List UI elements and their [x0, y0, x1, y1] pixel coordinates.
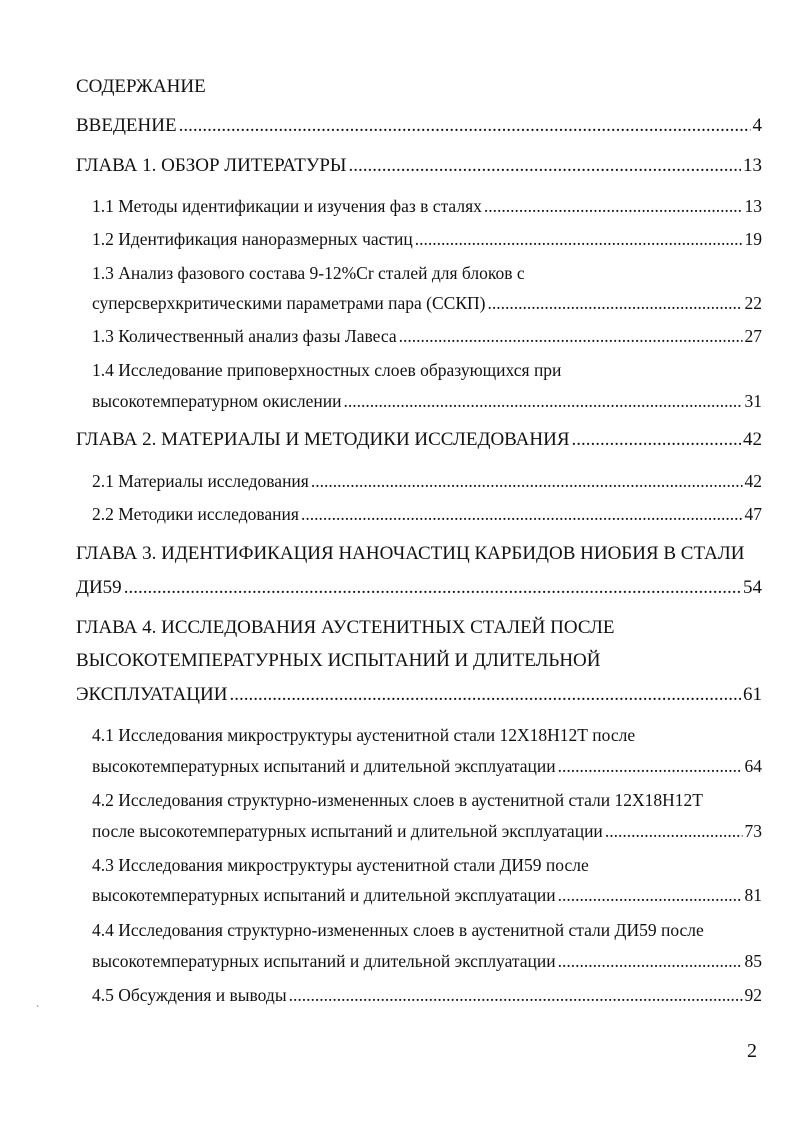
toc-entry-2-1[interactable]: 2.1 Материалы исследования ..... 42 — [92, 471, 762, 497]
toc-entry-chapter-4-line1[interactable]: ГЛАВА 4. ИССЛЕДОВАНИЯ АУСТЕНИТНЫХ СТАЛЕЙ ПОСЛЕ — [76, 617, 615, 638]
toc-entry-4-2-line1[interactable]: 4.2 Исследования структурно-измененных слоев в аустенитной стали 12Х18Н12Т — [92, 790, 703, 810]
toc-entry-chapter-2[interactable]: ГЛАВА 2. МАТЕРИАЛЫ И МЕТОДИКИ ИССЛЕДОВАНИЯ ..... 42 — [76, 429, 762, 455]
toc-entry-chapter-4-line2[interactable]: ВЫСОКОТЕМПЕРАТУРНЫХ ИСПЫТАНИЙ И ДЛИТЕЛЬНОЙ — [76, 650, 601, 671]
toc-heading: СОДЕРЖАНИЕ — [76, 76, 206, 97]
toc-entry-1-4[interactable]: высокотемпературном окислении ..... 31 — [92, 391, 762, 417]
toc-entry-1-2[interactable]: 1.2 Идентификация наноразмерных частиц ..... 19 — [92, 229, 762, 255]
toc-entry-2-2[interactable]: 2.2 Методики исследования ..... 47 — [92, 504, 762, 530]
page-number: 2 — [747, 1040, 757, 1062]
toc-entry-4-1[interactable]: высокотемпературных испытаний и длительной эксплуатации ..... 64 — [92, 756, 762, 782]
toc-entry-4-2[interactable]: после высокотемпературных испытаний и длительной эксплуатации ..... 73 — [92, 821, 762, 847]
toc-entry-1-4-line1[interactable]: 1.4 Исследование приповерхностных слоев образующихся при — [92, 360, 562, 380]
toc-entry-1-3a[interactable]: суперсверхкритическими параметрами пара (ССКП) ..... 22 — [92, 293, 762, 319]
toc-entry-4-3-line1[interactable]: 4.3 Исследования микроструктуры аустенитной стали ДИ59 после — [92, 855, 589, 875]
toc-entry-1-3a-line1[interactable]: 1.3 Анализ фазового состава 9-12%Cr сталей для блоков с — [92, 263, 525, 283]
toc-entry-chapter-3-line1[interactable]: ГЛАВА 3. ИДЕНТИФИКАЦИЯ НАНОЧАСТИЦ КАРБИДОВ НИОБИЯ В СТАЛИ — [76, 543, 745, 564]
toc-entry-chapter-4[interactable]: ЭКСПЛУАТАЦИИ ..... 61 — [76, 684, 762, 710]
toc-entry-chapter-3[interactable]: ДИ59 ..... 54 — [76, 577, 762, 603]
toc-entry-1-1[interactable]: 1.1 Методы идентификации и изучения фаз в сталях ..... 13 — [92, 196, 762, 222]
toc-entry-introduction[interactable]: ВВЕДЕНИЕ ..... 4 — [76, 115, 762, 141]
toc-entry-1-3b[interactable]: 1.3 Количественный анализ фазы Лавеса ..... 27 — [92, 326, 762, 352]
toc-entry-4-3[interactable]: высокотемпературных испытаний и длительной эксплуатации ..... 81 — [92, 885, 762, 911]
toc-entry-4-1-line1[interactable]: 4.1 Исследования микроструктуры аустенитной стали 12Х18Н12Т после — [92, 725, 636, 745]
toc-entry-4-4[interactable]: высокотемпературных испытаний и длительной эксплуатации ..... 85 — [92, 951, 762, 977]
toc-entry-chapter-1[interactable]: ГЛАВА 1. ОБЗОР ЛИТЕРАТУРЫ ..... 13 — [76, 155, 762, 181]
toc-entry-4-5[interactable]: 4.5 Обсуждения и выводы ..... 92 — [92, 985, 762, 1011]
toc-entry-4-4-line1[interactable]: 4.4 Исследования структурно-измененных слоев в аустенитной стали ДИ59 после — [92, 920, 704, 940]
scan-speck: ` — [36, 1005, 40, 1016]
